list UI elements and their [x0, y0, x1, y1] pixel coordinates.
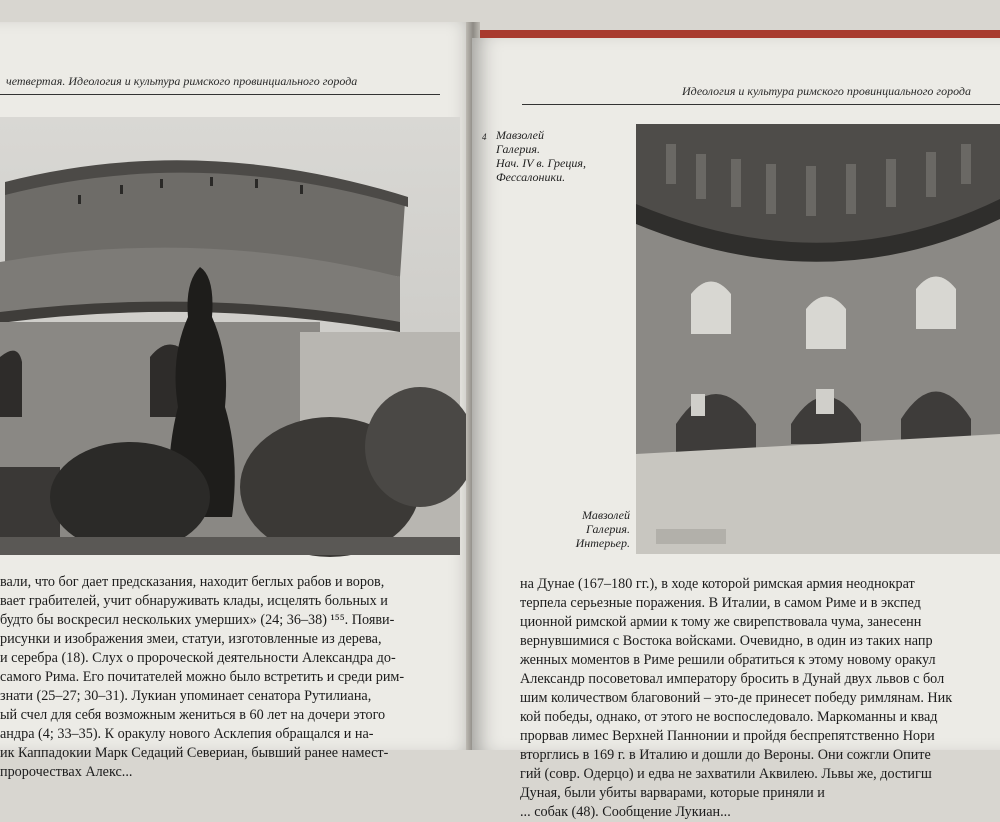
left-running-head: четвертая. Идеология и культура римского провинциального города — [6, 74, 358, 88]
text-line: кой победы, однако, от этого не воспоследовало. Маркоманны и квад — [520, 709, 938, 725]
text-line: на Дунае (167–180 гг.), в ходе которой римская армия неоднократ — [520, 576, 915, 592]
text-line: пророчествах Алекс... — [0, 764, 133, 780]
text-line: андра (4; 33–35). К оракулу нового Асклепия обращался и на- — [0, 726, 374, 742]
caption-marker: 4 — [482, 132, 487, 142]
text-line: шим количеством благовоний – это-де принесет победу римлянам. Ник — [520, 690, 953, 706]
mausoleum-exterior-photo — [0, 117, 460, 555]
caption-line: Нач. IV в. Греция, — [496, 156, 586, 170]
text-line: женных моментов в Риме решили обратиться к этому новому оракул — [520, 652, 936, 668]
text-line: вернувшимися с Востока войсками. Очевидно, в один из таких напр — [520, 633, 933, 649]
text-line: Александр посоветовал императору бросить в Дунай двух львов с бол — [520, 671, 945, 687]
right-head-rule — [522, 104, 1000, 105]
text-line: вали, что бог дает предсказания, находит беглых рабов и воров, — [0, 574, 385, 590]
caption-line: Галерия. — [496, 142, 540, 156]
right-running-head: Идеология и культура римского провинциального города — [682, 84, 971, 98]
right-page — [472, 38, 1000, 820]
text-line: самого Рима. Его почитателей можно было встретить и среди рим- — [0, 669, 405, 685]
caption-line: Интерьер. — [575, 536, 630, 550]
text-line: знати (25–27; 30–31). Лукиан упоминает сенатора Рутилиана, — [0, 688, 372, 704]
text-line: Дуная, были убиты варварами, которые приняли и — [520, 785, 825, 801]
text-line: вторглись в 169 г. в Италию и дошли до Вероны. Они сожгли Опите — [520, 747, 931, 763]
text-line: прорвав лимес Верхней Паннонии и пройдя беспрепятственно Нори — [520, 728, 935, 744]
mausoleum-interior-photo — [636, 124, 1000, 554]
left-page — [0, 22, 478, 780]
text-line: ционной римской армии к тому же свирепствовала чума, занесенн — [520, 614, 922, 630]
text-line: ... собак (48). Сообщение Лукиан... — [520, 804, 731, 820]
text-line: вает грабителей, учит обнаруживать клады, исцелять больных и — [0, 593, 388, 609]
text-line: гий (совр. Одерцо) и едва не захватили Аквилею. Львы же, достигш — [520, 766, 932, 782]
right-body-text — [520, 575, 952, 822]
text-line: ик Каппадокии Марк Седаций Севериан, бывший ранее намест- — [0, 745, 389, 761]
caption-line: Мавзолей — [582, 508, 630, 522]
text-line: ый счел для себя возможным жениться в 60 лет на дочери этого — [0, 707, 386, 723]
text-line: и серебра (18). Слух о пророческой деятельности Александра до- — [0, 650, 396, 666]
text-line: терпела серьезные поражения. В Италии, в самом Риме и в экспед — [520, 595, 921, 611]
left-head-rule — [0, 94, 440, 95]
caption-line: Мавзолей — [496, 128, 544, 142]
left-body-text — [0, 573, 404, 782]
caption-line: Галерия. — [586, 522, 630, 536]
bottom-caption — [542, 508, 630, 550]
text-line: будто бы воскресил нескольких умерших» (24; 36–38) ¹⁵⁵. Появи- — [0, 612, 395, 628]
top-caption — [482, 128, 586, 184]
caption-line: Фессалоники. — [496, 170, 566, 184]
text-line: рисунки и изображения змеи, статуи, изготовленные из дерева, — [0, 631, 382, 647]
